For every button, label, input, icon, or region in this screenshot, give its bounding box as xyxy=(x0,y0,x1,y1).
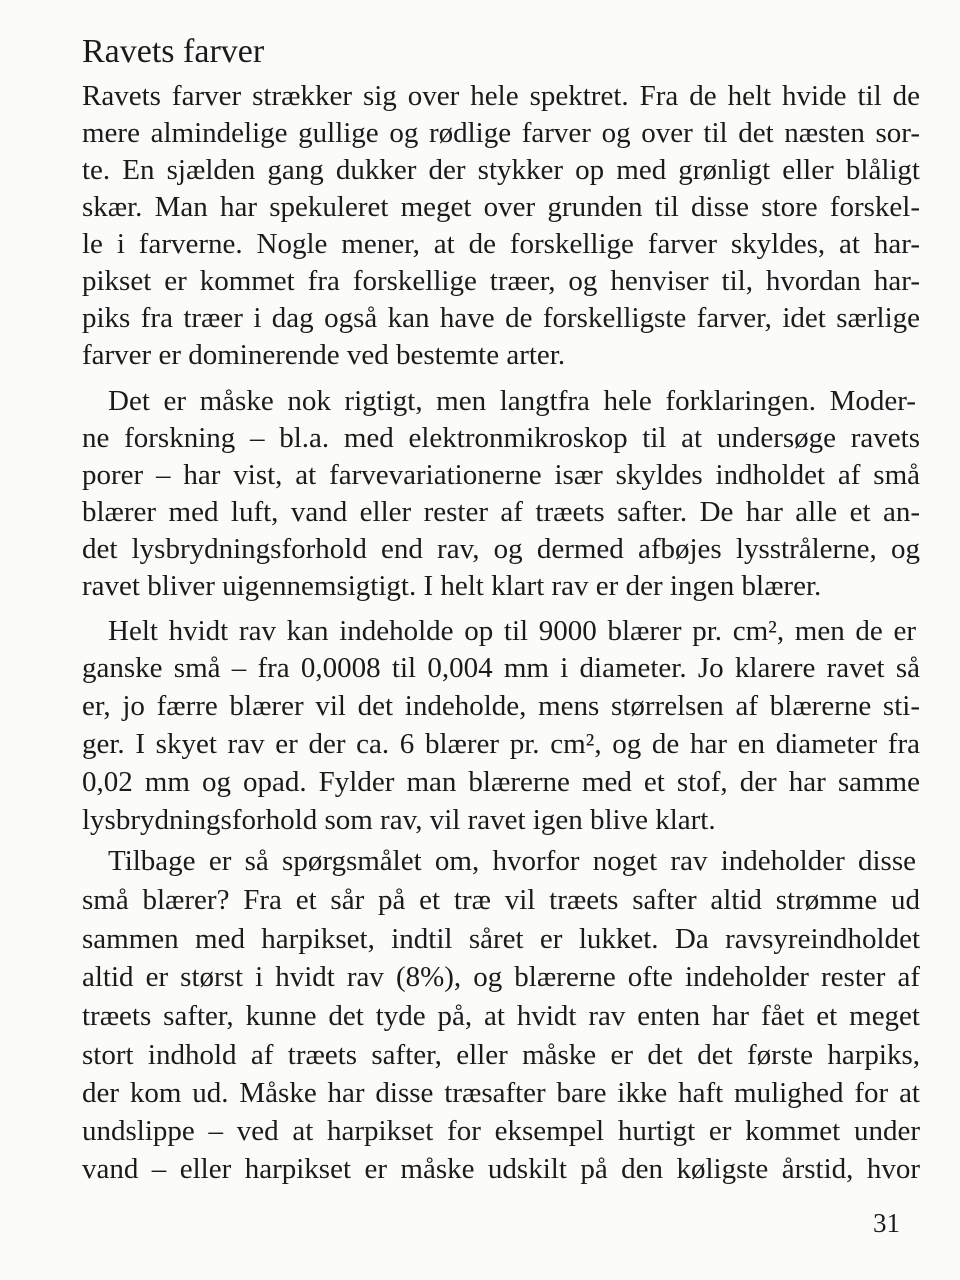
paragraph-first-line: Helt hvidt rav kan indeholde op til 9000 blærer pr. cm², men de er xyxy=(108,615,916,647)
text-line: piks fra træer i dag også kan have de forskelligste farver, idet særlige xyxy=(82,302,920,334)
text-line: vand – eller harpikset er måske udskilt på den køligste årstid, hvor xyxy=(82,1153,920,1185)
text-line: te. En sjælden gang dukker der stykker op med grønligt eller blåligt xyxy=(82,154,920,186)
text-line: sammen med harpikset, indtil såret er lukket. Da ravsyreindholdet xyxy=(82,923,920,955)
text-line: stort indhold af træets safter, eller måske er det det første harpiks, xyxy=(82,1039,920,1071)
text-line: Ravets farver strækker sig over hele spektret. Fra de helt hvide til de xyxy=(82,80,920,112)
text-line: blærer med luft, vand eller rester af træets safter. De har alle et an- xyxy=(82,496,920,528)
text-line: ravet bliver uigennemsigtigt. I helt klart rav er der ingen blærer. xyxy=(82,570,822,602)
text-line: 0,02 mm og opad. Fylder man blærerne med et stof, der har samme xyxy=(82,766,920,798)
text-line: farver er dominerende ved bestemte arter. xyxy=(82,339,566,371)
text-line: le i farverne. Nogle mener, at de forskellige farver skyldes, at har- xyxy=(82,228,920,260)
text-line: porer – har vist, at farvevariationerne især skyldes indholdet af små xyxy=(82,459,920,491)
text-line: der kom ud. Måske har disse træsafter bare ikke haft mulighed for at xyxy=(82,1077,920,1109)
text-line: ne forskning – bl.a. med elektronmikroskop til at undersøge ravets xyxy=(82,422,920,454)
section-heading: Ravets farver xyxy=(82,33,265,70)
text-line: er, jo færre blærer vil det indeholde, mens størrelsen af blærerne sti- xyxy=(82,690,920,722)
page-number: 31 xyxy=(873,1208,900,1238)
text-line: skær. Man har spekuleret meget over grunden til disse store forskel- xyxy=(82,191,920,223)
text-line: altid er størst i hvidt rav (8%), og blærerne ofte indeholder rester af xyxy=(82,961,920,993)
paragraph-first-line: Tilbage er så spørgsmålet om, hvorfor noget rav indeholder disse xyxy=(108,845,916,877)
text-line: pikset er kommet fra forskellige træer, og henviser til, hvordan har- xyxy=(82,265,920,297)
text-line: mere almindelige gullige og rødlige farver og over til det næsten sor- xyxy=(82,117,920,149)
text-line: ganske små – fra 0,0008 til 0,004 mm i diameter. Jo klarere ravet så xyxy=(82,652,920,684)
text-line: træets safter, kunne det tyde på, at hvidt rav enten har fået et meget xyxy=(82,1000,920,1032)
text-line: undslippe – ved at harpikset for eksempel hurtigt er kommet under xyxy=(82,1115,920,1147)
text-line: små blærer? Fra et sår på et træ vil træets safter altid strømme ud xyxy=(82,884,920,916)
text-line: lysbrydningsforhold som rav, vil ravet igen blive klart. xyxy=(82,804,716,836)
text-line: det lysbrydningsforhold end rav, og dermed afbøjes lysstrålerne, og xyxy=(82,533,920,565)
paragraph-first-line: Det er måske nok rigtigt, men langtfra hele forklaringen. Moder- xyxy=(108,385,916,417)
text-line: ger. I skyet rav er der ca. 6 blærer pr. cm², og de har en diameter fra xyxy=(82,728,920,760)
